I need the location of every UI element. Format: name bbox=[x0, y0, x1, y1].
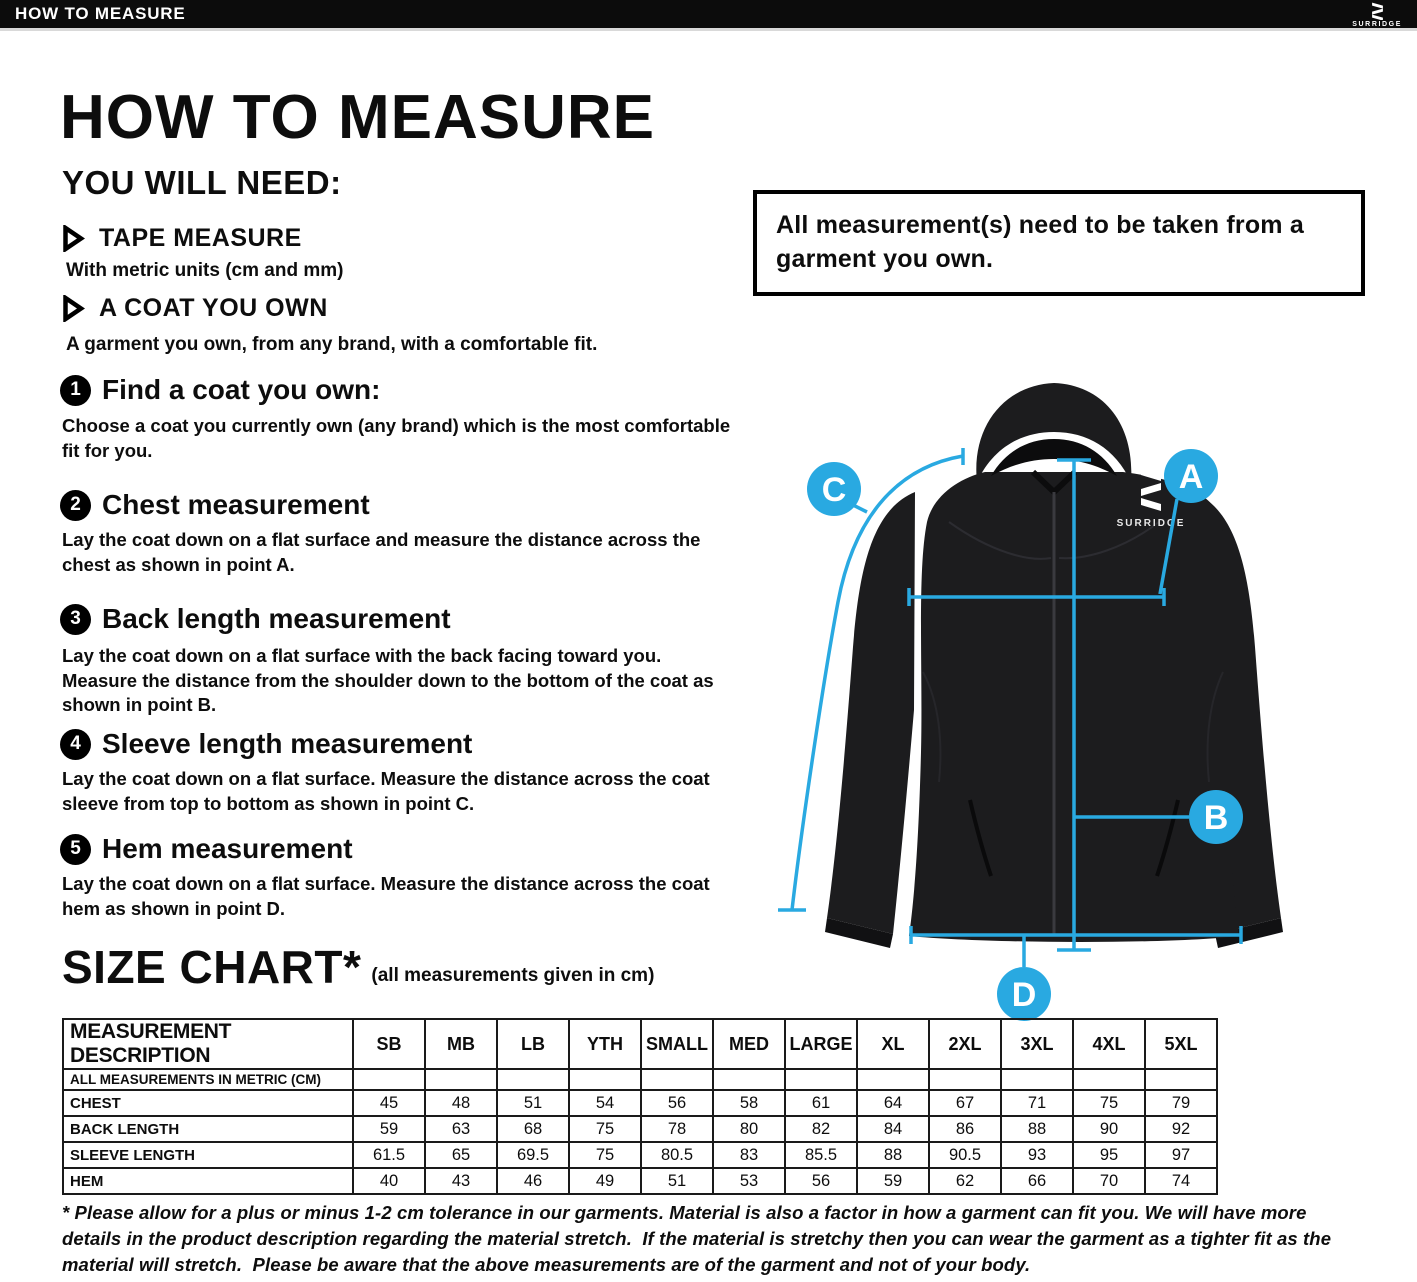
triangle-bullet-icon bbox=[62, 295, 85, 322]
table-cell: 90 bbox=[1073, 1116, 1145, 1142]
table-header-cell: LARGE bbox=[785, 1019, 857, 1069]
requirement-label: TAPE MEASURE bbox=[99, 224, 302, 252]
step-5-body: Lay the coat down on a flat surface. Measure the distance across the coat hem as shown in point D. bbox=[62, 873, 710, 919]
tolerance-footnote: * Please allow for a plus or minus 1-2 cm tolerance in our garments. Material is also a factor in how a garment can fit you. We will have more details in the product description regarding the material stretch. If the material is stretchy then you can wear the garment as a tighter fit as the material will stretch. Please be aware that the above measurements are of the garment and not of your body. bbox=[62, 1202, 1337, 1275]
table-cell: 97 bbox=[1145, 1142, 1217, 1168]
size-chart-title: SIZE CHART* bbox=[62, 941, 362, 993]
table-cell: 92 bbox=[1145, 1116, 1217, 1142]
step-number-badge: 1 bbox=[60, 375, 91, 406]
table-header-cell: 4XL bbox=[1073, 1019, 1145, 1069]
table-cell: 43 bbox=[425, 1168, 497, 1194]
step-2-body: Lay the coat down on a flat surface and measure the distance across the chest as shown in point A. bbox=[62, 529, 701, 575]
empty-cell bbox=[857, 1069, 929, 1090]
table-cell: 48 bbox=[425, 1090, 497, 1116]
table-header-cell: 3XL bbox=[1001, 1019, 1073, 1069]
requirement-tape-measure bbox=[62, 224, 302, 253]
table-cell: 68 bbox=[497, 1116, 569, 1142]
table-cell: 65 bbox=[425, 1142, 497, 1168]
marker-a-label: A bbox=[1178, 458, 1204, 496]
step-1-heading bbox=[60, 374, 380, 406]
table-cell: 75 bbox=[1073, 1090, 1145, 1116]
table-cell: 51 bbox=[641, 1168, 713, 1194]
table-cell: 53 bbox=[713, 1168, 785, 1194]
row-label-cell: HEM bbox=[63, 1168, 353, 1194]
table-cell: 74 bbox=[1145, 1168, 1217, 1194]
table-header-cell: XL bbox=[857, 1019, 929, 1069]
table-cell: 51 bbox=[497, 1090, 569, 1116]
table-cell: 45 bbox=[353, 1090, 425, 1116]
table-cell: 75 bbox=[569, 1116, 641, 1142]
table-header-cell: SB bbox=[353, 1019, 425, 1069]
empty-cell bbox=[1001, 1069, 1073, 1090]
table-cell: 80 bbox=[713, 1116, 785, 1142]
step-number-badge: 4 bbox=[60, 729, 91, 760]
callout-box: All measurement(s) need to be taken from a garment you own. bbox=[753, 190, 1365, 296]
step-number-badge: 2 bbox=[60, 490, 91, 521]
table-cell: 79 bbox=[1145, 1090, 1217, 1116]
size-chart-heading bbox=[62, 940, 654, 994]
step-title: Chest measurement bbox=[102, 489, 370, 520]
table-cell: 95 bbox=[1073, 1142, 1145, 1168]
table-cell: 56 bbox=[641, 1090, 713, 1116]
table-cell: 46 bbox=[497, 1168, 569, 1194]
table-cell: 67 bbox=[929, 1090, 1001, 1116]
metric-note-row bbox=[63, 1069, 1217, 1090]
table-cell: 84 bbox=[857, 1116, 929, 1142]
table-cell: 63 bbox=[425, 1116, 497, 1142]
brand-name: SURRIDGE bbox=[1352, 20, 1402, 28]
empty-cell bbox=[425, 1069, 497, 1090]
row-label-cell: SLEEVE LENGTH bbox=[63, 1142, 353, 1168]
step-title: Find a coat you own: bbox=[102, 374, 381, 405]
table-cell: 54 bbox=[569, 1090, 641, 1116]
table-row bbox=[63, 1116, 1217, 1142]
table-cell: 61 bbox=[785, 1090, 857, 1116]
step-1-body: Choose a coat you currently own (any brand) which is the most comfortable fit for you. bbox=[62, 415, 731, 461]
table-cell: 71 bbox=[1001, 1090, 1073, 1116]
table-cell: 69.5 bbox=[497, 1142, 569, 1168]
table-cell: 61.5 bbox=[353, 1142, 425, 1168]
row-label-cell: CHEST bbox=[63, 1090, 353, 1116]
table-cell: 64 bbox=[857, 1090, 929, 1116]
jacket-logo-text: SURRIDGE bbox=[1116, 518, 1186, 529]
size-chart-table-body bbox=[63, 1069, 1217, 1194]
table-cell: 70 bbox=[1073, 1168, 1145, 1194]
table-cell: 56 bbox=[785, 1168, 857, 1194]
brand-logo bbox=[1352, 2, 1402, 28]
marker-b-label: B bbox=[1203, 799, 1229, 837]
table-cell: 58 bbox=[713, 1090, 785, 1116]
empty-cell bbox=[641, 1069, 713, 1090]
table-cell: 59 bbox=[353, 1116, 425, 1142]
table-header-cell: MEASUREMENT DESCRIPTION bbox=[63, 1019, 353, 1069]
top-bar-title: HOW TO MEASURE bbox=[15, 4, 186, 23]
step-3-heading bbox=[60, 603, 451, 635]
table-row bbox=[63, 1142, 1217, 1168]
empty-cell bbox=[713, 1069, 785, 1090]
step-title: Sleeve length measurement bbox=[102, 728, 473, 759]
requirement-coat-detail: A garment you own, from any brand, with a comfortable fit. bbox=[66, 334, 598, 355]
top-bar bbox=[0, 0, 1417, 31]
step-2-heading bbox=[60, 489, 370, 521]
empty-cell bbox=[1073, 1069, 1145, 1090]
step-number-badge: 5 bbox=[60, 834, 91, 865]
you-will-need-title: YOU WILL NEED: bbox=[62, 164, 342, 201]
surridge-s-icon bbox=[1370, 2, 1385, 20]
table-header-row bbox=[63, 1019, 1217, 1069]
step-4-heading bbox=[60, 728, 472, 760]
step-title: Hem measurement bbox=[102, 833, 353, 864]
table-cell: 93 bbox=[1001, 1142, 1073, 1168]
table-cell: 78 bbox=[641, 1116, 713, 1142]
size-chart-table bbox=[62, 1018, 1218, 1195]
marker-d-label: D bbox=[1011, 976, 1037, 1014]
table-row bbox=[63, 1168, 1217, 1194]
requirement-tape-detail: With metric units (cm and mm) bbox=[66, 260, 344, 281]
step-title: Back length measurement bbox=[102, 603, 451, 634]
table-cell: 62 bbox=[929, 1168, 1001, 1194]
empty-cell bbox=[497, 1069, 569, 1090]
size-chart-subtitle: (all measurements given in cm) bbox=[371, 965, 655, 986]
step-number-badge: 3 bbox=[60, 604, 91, 635]
table-header-cell: 2XL bbox=[929, 1019, 1001, 1069]
table-cell: 90.5 bbox=[929, 1142, 1001, 1168]
step-4-body: Lay the coat down on a flat surface. Measure the distance across the coat sleeve from top to bottom as shown in point C. bbox=[62, 768, 710, 814]
table-header-cell: SMALL bbox=[641, 1019, 713, 1069]
table-cell: 66 bbox=[1001, 1168, 1073, 1194]
row-label-cell: BACK LENGTH bbox=[63, 1116, 353, 1142]
table-cell: 88 bbox=[1001, 1116, 1073, 1142]
triangle-bullet-icon bbox=[62, 225, 85, 252]
marker-c-label: C bbox=[821, 471, 847, 509]
requirement-coat bbox=[62, 294, 328, 323]
table-cell: 83 bbox=[713, 1142, 785, 1168]
table-cell: 82 bbox=[785, 1116, 857, 1142]
step-3-body: Lay the coat down on a flat surface with the back facing toward you. Measure the distance from the shoulder down to the bottom of the coat as shown in point B. bbox=[62, 645, 714, 716]
page-title: HOW TO MEASURE bbox=[60, 83, 655, 152]
size-chart-table-head bbox=[63, 1019, 1217, 1069]
table-header-cell: MB bbox=[425, 1019, 497, 1069]
empty-cell bbox=[353, 1069, 425, 1090]
table-cell: 75 bbox=[569, 1142, 641, 1168]
table-cell: 85.5 bbox=[785, 1142, 857, 1168]
empty-cell bbox=[929, 1069, 1001, 1090]
table-cell: 86 bbox=[929, 1116, 1001, 1142]
table-cell: 59 bbox=[857, 1168, 929, 1194]
table-row bbox=[63, 1090, 1217, 1116]
table-cell: 88 bbox=[857, 1142, 929, 1168]
table-header-cell: 5XL bbox=[1145, 1019, 1217, 1069]
table-cell: 40 bbox=[353, 1168, 425, 1194]
step-5-heading bbox=[60, 833, 353, 865]
table-cell: 80.5 bbox=[641, 1142, 713, 1168]
table-header-cell: LB bbox=[497, 1019, 569, 1069]
table-header-cell: MED bbox=[713, 1019, 785, 1069]
table-header-cell: YTH bbox=[569, 1019, 641, 1069]
empty-cell bbox=[1145, 1069, 1217, 1090]
requirement-label: A COAT YOU OWN bbox=[99, 294, 328, 322]
jacket-measurement-diagram bbox=[753, 372, 1417, 1028]
table-cell: 49 bbox=[569, 1168, 641, 1194]
empty-cell bbox=[785, 1069, 857, 1090]
metric-note-cell: ALL MEASUREMENTS IN METRIC (CM) bbox=[63, 1069, 353, 1090]
empty-cell bbox=[569, 1069, 641, 1090]
